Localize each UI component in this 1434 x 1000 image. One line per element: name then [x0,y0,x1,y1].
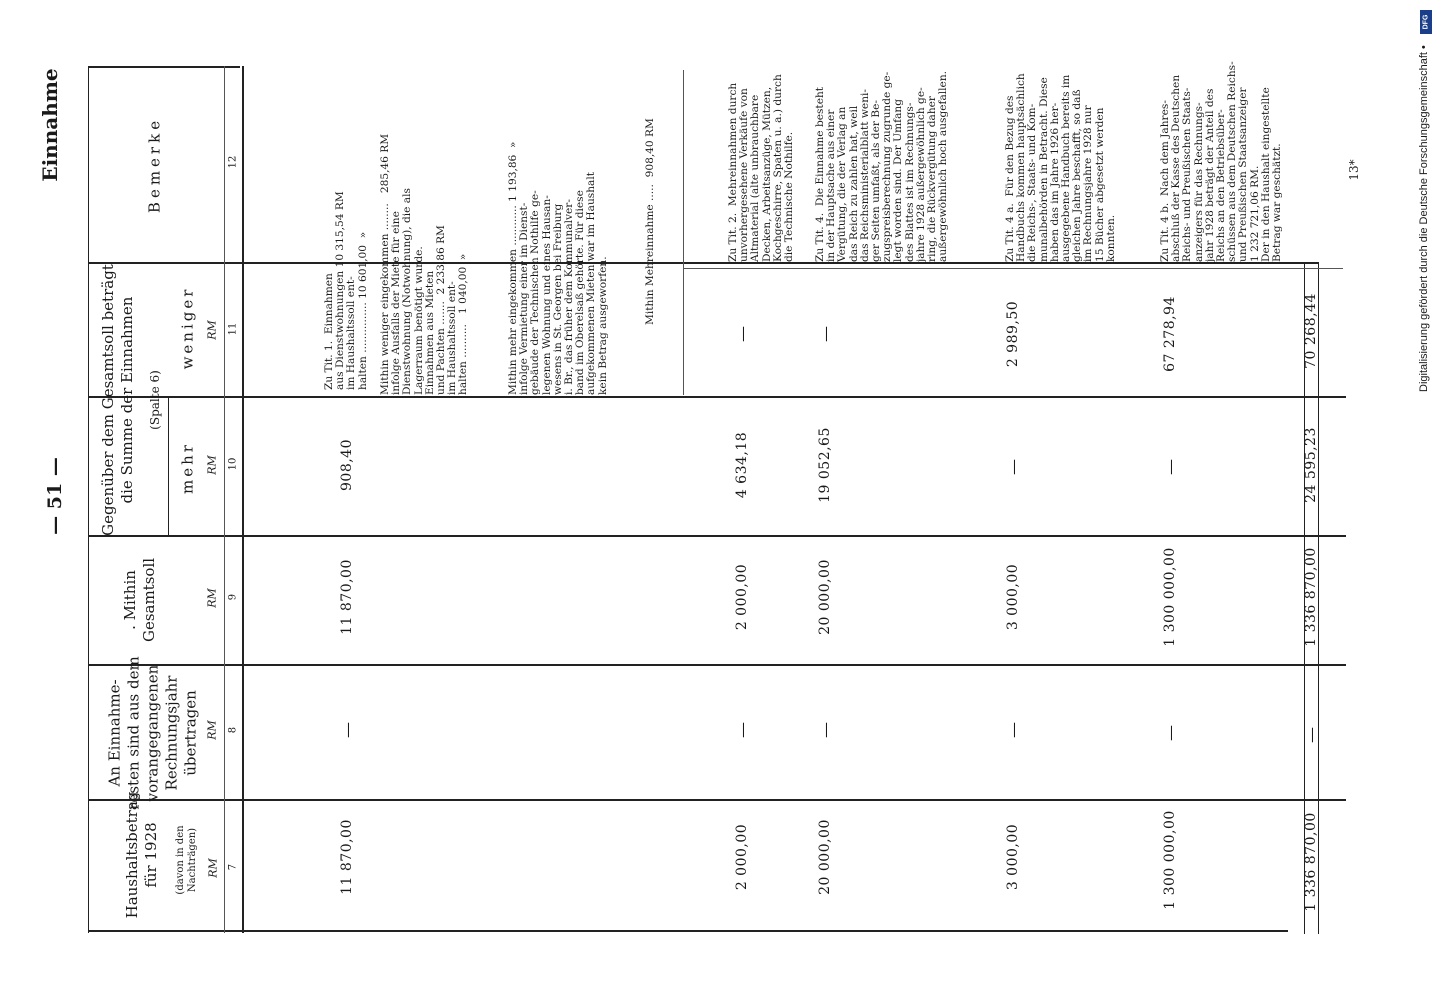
row2-col8: — [732,722,752,738]
row5-col8: — [1160,725,1180,741]
row4-col8: — [1003,722,1023,738]
header-col7: Haushaltsbetrag für 1928 [123,791,160,919]
row1-col10: 908,40 [339,439,355,491]
unit-col11: RM [205,320,219,340]
totals-col8: — [1301,727,1321,743]
unit-col10: RM [205,455,219,475]
row4-col9: 3 000,00 [1005,563,1021,631]
note-tit1-c: Mithin mehr eingekommen ............ 1 193,86 » infolge Vermietung einer im Dienst- gebäude der Technischen Nothilfe ge- legenen Wohnung und eines Hausan- wesens in St. Georgen bei Freiburg i. Br., das früher dem Kommunalver- band im Oberelsaß gehörte. Für diese aufgekommenen Mieten war im Haushalt kein Betrag ausgeworfen. [507,141,609,395]
row4-col11: 2 989,50 [1005,300,1021,368]
header-col7-sub: (davon in den Nachträgen) [175,825,198,895]
row5-col11: 67 278,94 [1162,296,1178,372]
note-tit4b: Zu Tit. 4 b. Nach dem Jahres- abschluß der Kasse des Deutschen Reichs- und Preußischen Staats- anzeigers für das Rechnungs- jahr 1928 beträgt der Anteil des Reichs an den Betriebsüber- schüssen aus dem Deutschen Reichs- und Preußischen Staatsanzeiger 1 232 721,06 RM. Der in den Haushalt eingestellte Betrag war geschätzt. [1159,61,1284,262]
colnum-7: 7 [227,863,239,871]
page-number: — 51 — [44,457,66,535]
header-col10-11-sub: (Spalte 6) [148,370,162,430]
totals-col11: 70 268,44 [1303,293,1319,369]
note-tit4: Zu Tit. 4. Die Einnahme besteht in der Hauptsache aus einer Vergütung, die der Verlag an das Reich zu zahlen hat, weil das Reichsministerialblatt weni- ger Seiten umfaßt, als der Be- zugspreisberechnung zugrunde ge- legt worden sind. Der Umfang des Blattes ist im Rechnungs- jahre 1928 außergewöhnlich ge- ring, die Rückvergütung daher außergewöhnlich hoch ausgefallen. [814,70,950,262]
header-col10: mehr [178,442,197,494]
header-col9: . Mithin Gesamtsoll [121,557,158,643]
header-col11: weniger [178,286,197,370]
unit-col9: RM [205,588,219,608]
row3-col10: 19 052,65 [817,427,833,503]
row5-col10: — [1160,459,1180,475]
note-tit1: Zu Tit. 1. Einnahmen aus Dienstwohnungen 10 315,54 RM im Haushaltssoll ent- halten ............... 10 601,00 » [323,191,369,390]
note-tit2: Zu Tit. 2. Mehreinnahmen durch unvorhergesehene Verkäufe von Altmaterial (alte unbrauchbare Decken, Arbeitsanzüge, Mützen, Kochgeschirre, Spaten u. a.) durch die Technische Nothilfe. [727,74,796,262]
row2-col7: 2 000,00 [734,823,750,891]
row3-col11: — [815,326,835,342]
note-tit1-b: Mithin weniger eingekommen ........ 285,46 RM infolge Ausfalls der Miete für eine Dienstwohnung (Notwohnung), die als Lagerraum benötigt wurde. Einnahmen aus Mieten und Pachten ....... 2 233,86 RM im Haushaltssoll ent- halten .......... 1 040,00 » [379,133,470,395]
row5-col9: 1 300 000,00 [1162,547,1178,647]
totals-col9: 1 336 870,00 [1303,547,1319,647]
colnum-10: 10 [227,457,239,471]
dfg-logo: DFG [1420,10,1432,34]
header-col10-11-group: Gegenüber dem Gesamtsoll beträgt die Summe der Einnahmen [99,264,136,536]
row1-col9: 11 870,00 [339,559,355,635]
note-tit1-total: Mithin Mehreinnahme ..... 908,40 RM [644,118,656,325]
header-col8: An Einnahme- resten sind aus dem vorangegangenen Rechnungsjahr übertragen [105,656,200,810]
row2-col11: — [732,326,752,342]
separator-line [683,70,684,395]
row3-col9: 20 000,00 [817,559,833,635]
row3-col7: 20 000,00 [817,819,833,895]
totals-col7: 1 336 870,00 [1303,812,1319,912]
row1-col8: — [337,722,357,738]
section-label: Einnahme [38,68,62,182]
colnum-11: 11 [227,322,239,336]
digitization-note: Digitalisierung gefördert durch die Deutsche Forschungsgemeinschaft • [1418,45,1430,392]
header-col12: Bemerke [145,116,164,214]
unit-col7: RM [206,858,220,878]
unit-col8: RM [205,720,219,740]
row4-col10: — [1003,459,1023,475]
colnum-12: 12 [227,155,239,169]
page-mark: 13* [1347,159,1361,181]
totals-col10: 24 595,23 [1303,427,1319,503]
row1-col7: 11 870,00 [339,819,355,895]
colnum-8: 8 [227,726,239,734]
row2-col9: 2 000,00 [734,563,750,631]
colnum-9: 9 [227,593,239,601]
note-tit4a: Zu Tit. 4 a. Für den Bezug des Handbuchs kommen hauptsächlich die Reichs-, Staats- und Kom- munalbehörden in Betracht. Diese haben das im Jahre 1926 her- ausgegebene Handbuch bereits im gleichen Jahre beschafft, so daß im Rechnungsjahre 1928 nur 15 Bücher abgesetzt werden konnten. [1004,73,1117,262]
row4-col7: 3 000,00 [1005,823,1021,891]
row2-col10: 4 634,18 [734,431,750,499]
separator-line [683,268,1343,269]
row5-col7: 1 300 000,00 [1162,810,1178,910]
row3-col8: — [815,722,835,738]
